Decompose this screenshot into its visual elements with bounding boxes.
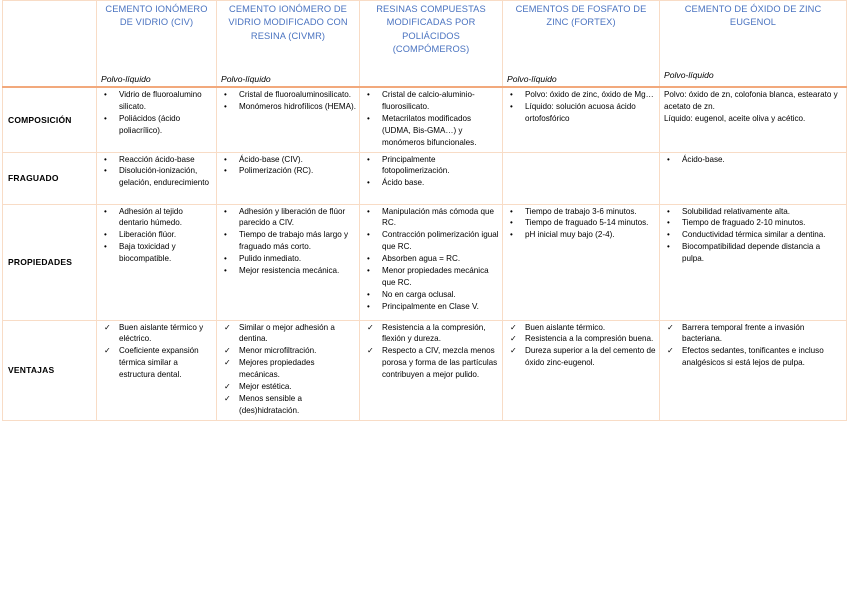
bullet-icon: • — [367, 113, 370, 123]
list-item-text: Ácido base. — [382, 178, 425, 188]
list-item-text: Buen aislante térmico y eléctrico. — [119, 322, 204, 344]
list-item — [100, 165, 213, 189]
bullet-list — [97, 205, 216, 265]
check-icon: ✓ — [224, 346, 231, 356]
list-item-text: Cristal de calcio-aluminio-fluorosilicato. — [382, 90, 475, 111]
list-item — [220, 381, 356, 393]
list-item-text: Resistencia a la compresión, flexión y dureza. — [382, 322, 486, 344]
list-item — [506, 89, 656, 101]
column-title: CEMENTO IONÓMERO DE VIDRIO MODIFICADO CON RESINA (CIVMR) — [228, 4, 348, 41]
bullet-list — [97, 88, 216, 137]
list-item-text: Contracción polimerización igual que RC. — [382, 230, 499, 252]
list-item — [363, 229, 499, 253]
cell-line: Líquido: eugenol, aceite oliva y acético. — [664, 113, 806, 123]
list-item-text: Menos sensible a (des)hidratación. — [239, 393, 302, 415]
cell-text — [660, 88, 846, 126]
bullet-icon: • — [367, 230, 370, 240]
list-item-text: Metacrilatos modificados (UDMA, Bis-GMA…) y monómeros bifuncionales. — [382, 113, 477, 147]
bullet-icon: • — [224, 90, 227, 99]
list-item — [220, 101, 356, 113]
list-item-text: Resistencia a la compresión buena. — [525, 334, 654, 344]
list-item — [100, 89, 213, 113]
list-item — [506, 333, 656, 345]
list-item-text: Menor microfiltración. — [239, 346, 317, 356]
list-item-text: Conductividad térmica similar a dentina. — [682, 230, 826, 240]
table-cell — [660, 87, 847, 152]
list-item — [220, 229, 356, 253]
header-row — [3, 1, 847, 88]
table-cell — [360, 87, 503, 152]
check-icon: ✓ — [104, 322, 111, 332]
bullet-icon: • — [104, 206, 107, 216]
list-item-text: Barrera temporal frente a invasión bacteriana. — [682, 322, 805, 344]
check-icon: ✓ — [104, 346, 111, 356]
row-label: PROPIEDADES — [3, 204, 97, 320]
table-cell — [360, 152, 503, 204]
bullet-icon: • — [667, 218, 670, 228]
check-icon: ✓ — [224, 358, 231, 368]
table-cell — [97, 204, 217, 320]
list-item — [363, 177, 499, 189]
list-item — [220, 154, 356, 166]
list-item-text: Polimerización (RC). — [239, 166, 314, 176]
list-item-text: Buen aislante térmico. — [525, 322, 606, 332]
row-label: COMPOSICIÓN — [3, 87, 97, 152]
bullet-icon: • — [224, 254, 227, 264]
bullet-icon: • — [224, 265, 227, 275]
list-item — [363, 289, 499, 301]
row-label: FRAGUADO — [3, 152, 97, 204]
list-item-text: Dureza superior a la del cemento de óxido zinc-eugenol. — [525, 346, 656, 368]
list-item — [363, 89, 499, 113]
bullet-icon: • — [367, 178, 370, 188]
table-cell — [217, 87, 360, 152]
list-item — [363, 301, 499, 313]
bullet-icon: • — [104, 242, 107, 252]
list-item — [363, 206, 499, 230]
table-cell — [360, 320, 503, 420]
list-item — [220, 165, 356, 177]
check-icon: ✓ — [224, 393, 231, 403]
bullet-icon: • — [367, 90, 370, 99]
table-row — [3, 152, 847, 204]
bullet-icon: • — [224, 166, 227, 176]
table-cell — [503, 87, 660, 152]
list-item — [663, 206, 843, 218]
list-item-text: Tiempo de fraguado 2-10 minutos. — [682, 218, 806, 228]
table-row — [3, 320, 847, 420]
bullet-list — [360, 205, 502, 313]
table-cell — [217, 152, 360, 204]
table-row — [3, 204, 847, 320]
bullet-icon: • — [224, 206, 227, 216]
list-item-text: Tiempo de trabajo 3-6 minutos. — [525, 206, 637, 216]
list-item — [220, 206, 356, 230]
check-icon: ✓ — [224, 322, 231, 332]
table-cell — [97, 152, 217, 204]
list-item-text: Adhesión al tejido dentario húmedo. — [119, 206, 183, 228]
bullet-list — [503, 88, 659, 125]
list-item-text: Tiempo de fraguado 5-14 minutos. — [525, 218, 649, 228]
checklist — [660, 321, 846, 370]
list-item-text: Adhesión y liberación de flúor parecido a CIV. — [239, 206, 346, 228]
column-title: CEMENTOS DE FOSFATO DE ZINC (FORTEX) — [515, 4, 647, 28]
list-item-text: Pulido inmediato. — [239, 254, 302, 264]
list-item-text: pH inicial muy bajo (2-4). — [525, 230, 615, 240]
bullet-icon: • — [510, 206, 513, 216]
column-title: CEMENTO IONÓMERO DE VIDRIO (CIV) — [105, 4, 208, 28]
list-item-text: Similar o mejor adhesión a dentina. — [239, 322, 335, 344]
comparison-table — [2, 0, 847, 421]
checklist — [503, 321, 659, 370]
list-item-text: Ácido-base (CIV). — [239, 154, 303, 164]
table-cell — [660, 204, 847, 320]
list-item — [663, 154, 843, 166]
check-icon: ✓ — [510, 346, 517, 356]
list-item — [220, 253, 356, 265]
column-header — [660, 1, 847, 88]
list-item-text: Absorben agua = RC. — [382, 254, 461, 264]
list-item — [220, 393, 356, 417]
check-icon: ✓ — [510, 322, 517, 332]
list-item — [100, 241, 213, 265]
list-item-text: Principalmente fotopolimerización. — [382, 154, 450, 176]
list-item-text: Líquido: solución acuosa ácido ortofosfórico — [525, 101, 636, 123]
list-item-text: Tiempo de trabajo más largo y fraguado más corto. — [239, 230, 349, 252]
column-title: RESINAS COMPUESTAS MODIFICADAS POR POLIÁCIDOS (COMPÓMEROS) — [376, 4, 486, 55]
check-icon: ✓ — [367, 322, 374, 332]
list-item — [100, 322, 213, 346]
list-item — [220, 89, 356, 101]
bullet-icon: • — [224, 101, 227, 111]
table-cell — [217, 320, 360, 420]
list-item — [506, 206, 656, 218]
list-item — [363, 322, 499, 346]
list-item-text: Liberación flúor. — [119, 230, 177, 240]
list-item-text: Menor propiedades mecánica que RC. — [382, 265, 489, 287]
bullet-icon: • — [104, 113, 107, 123]
list-item — [220, 322, 356, 346]
table-cell — [97, 87, 217, 152]
table-cell — [97, 320, 217, 420]
list-item — [100, 229, 213, 241]
list-item — [506, 217, 656, 229]
column-header — [97, 1, 217, 88]
bullet-icon: • — [667, 230, 670, 240]
list-item — [100, 206, 213, 230]
list-item — [663, 217, 843, 229]
list-item-text: Coeficiente expansión térmica similar a estructura dental. — [119, 346, 199, 380]
list-item-text: Baja toxicidad y biocompatible. — [119, 242, 176, 264]
list-item — [220, 357, 356, 381]
row-label: VENTAJAS — [3, 320, 97, 420]
bullet-list — [217, 153, 359, 178]
column-header — [503, 1, 660, 88]
check-icon: ✓ — [510, 334, 517, 344]
column-header — [217, 1, 360, 88]
list-item-text: Mejor resistencia mecánica. — [239, 265, 340, 275]
bullet-icon: • — [367, 206, 370, 216]
bullet-icon: • — [667, 154, 670, 164]
bullet-icon: • — [367, 289, 370, 299]
bullet-list — [360, 88, 502, 148]
column-subtitle: Polvo-líquido — [664, 70, 714, 80]
table-cell — [360, 204, 503, 320]
bullet-icon: • — [667, 242, 670, 252]
check-icon: ✓ — [224, 381, 231, 391]
list-item — [506, 229, 656, 241]
list-item-text: Manipulación más cómoda que RC. — [382, 206, 495, 228]
checklist — [217, 321, 359, 417]
list-item — [363, 265, 499, 289]
checklist — [360, 321, 502, 381]
bullet-list — [503, 153, 659, 154]
list-item-text: Ácido-base. — [682, 154, 725, 164]
bullet-icon: • — [224, 154, 227, 164]
column-header — [360, 1, 503, 88]
check-icon: ✓ — [667, 322, 674, 332]
bullet-icon: • — [104, 154, 107, 164]
bullet-icon: • — [367, 265, 370, 275]
bullet-icon: • — [510, 218, 513, 228]
list-item — [663, 345, 843, 369]
bullet-icon: • — [104, 166, 107, 176]
list-item — [506, 345, 656, 369]
column-subtitle: Polvo-líquido — [101, 74, 151, 84]
table-row — [3, 87, 847, 152]
table-cell — [503, 152, 660, 204]
list-item — [363, 345, 499, 381]
table-cell — [503, 204, 660, 320]
list-item-text: Biocompatibilidad depende distancia a pulpa. — [682, 242, 821, 264]
check-icon: ✓ — [667, 346, 674, 356]
bullet-icon: • — [367, 301, 370, 311]
corner-cell — [3, 1, 97, 88]
bullet-icon: • — [510, 230, 513, 240]
bullet-icon: • — [104, 230, 107, 240]
bullet-icon: • — [224, 230, 227, 240]
list-item — [363, 154, 499, 178]
list-item — [506, 101, 656, 125]
list-item — [100, 345, 213, 381]
list-item-text: Disolución-ionización, gelación, endurecimiento — [119, 166, 209, 188]
table-cell — [217, 204, 360, 320]
bullet-icon: • — [367, 154, 370, 164]
bullet-list — [97, 153, 216, 190]
list-item-text: Cristal de fluoroaluminosilicato. — [239, 90, 352, 99]
list-item — [663, 322, 843, 346]
table-cell — [660, 152, 847, 204]
bullet-list — [660, 205, 846, 265]
list-item — [220, 265, 356, 277]
list-item — [100, 154, 213, 166]
bullet-list — [217, 88, 359, 113]
bullet-list — [660, 153, 846, 166]
list-item — [506, 322, 656, 334]
table-cell — [503, 320, 660, 420]
list-item-text: Mejores propiedades mecánicas. — [239, 358, 315, 380]
bullet-icon: • — [104, 90, 107, 99]
bullet-list — [217, 205, 359, 277]
list-item-text: Monómeros hidrofílicos (HEMA). — [239, 101, 356, 111]
bullet-icon: • — [367, 254, 370, 264]
list-item-text: Solubilidad relativamente alta. — [682, 206, 790, 216]
cell-line: Polvo: óxido de zn, colofonia blanca, estearato y acetato de zn. — [664, 90, 838, 111]
list-item-text: Reacción ácido-base — [119, 154, 195, 164]
bullet-list — [503, 205, 659, 242]
list-item — [663, 241, 843, 265]
bullet-icon: • — [510, 90, 513, 99]
list-item-text: Poliácidos (ácido poliacrílico). — [119, 113, 181, 135]
list-item — [363, 113, 499, 149]
list-item — [363, 253, 499, 265]
list-item-text: No en carga oclusal. — [382, 289, 456, 299]
column-subtitle: Polvo-líquido — [221, 74, 271, 84]
list-item-text: Polvo: óxido de zinc, óxido de Mg… — [525, 90, 654, 99]
check-icon: ✓ — [367, 346, 374, 356]
list-item-text: Efectos sedantes, tonificantes e incluso analgésicos si está lejos de pulpa. — [682, 346, 824, 368]
list-item-text: Vidrio de fluoroalumino silicato. — [119, 90, 202, 111]
bullet-icon: • — [667, 206, 670, 216]
list-item — [220, 345, 356, 357]
table-cell — [660, 320, 847, 420]
list-item — [100, 113, 213, 137]
list-item-text: Respecto a CIV, mezcla menos porosa y forma de las partículas contribuyen a mejor pulido. — [382, 346, 498, 380]
bullet-icon: • — [510, 101, 513, 111]
list-item — [663, 229, 843, 241]
column-subtitle: Polvo-líquido — [507, 74, 557, 84]
column-title: CEMENTO DE ÓXIDO DE ZINC EUGENOL — [684, 4, 822, 28]
bullet-list — [360, 153, 502, 190]
list-item-text: Mejor estética. — [239, 381, 292, 391]
list-item-text: Principalmente en Clase V. — [382, 301, 479, 311]
checklist — [97, 321, 216, 381]
